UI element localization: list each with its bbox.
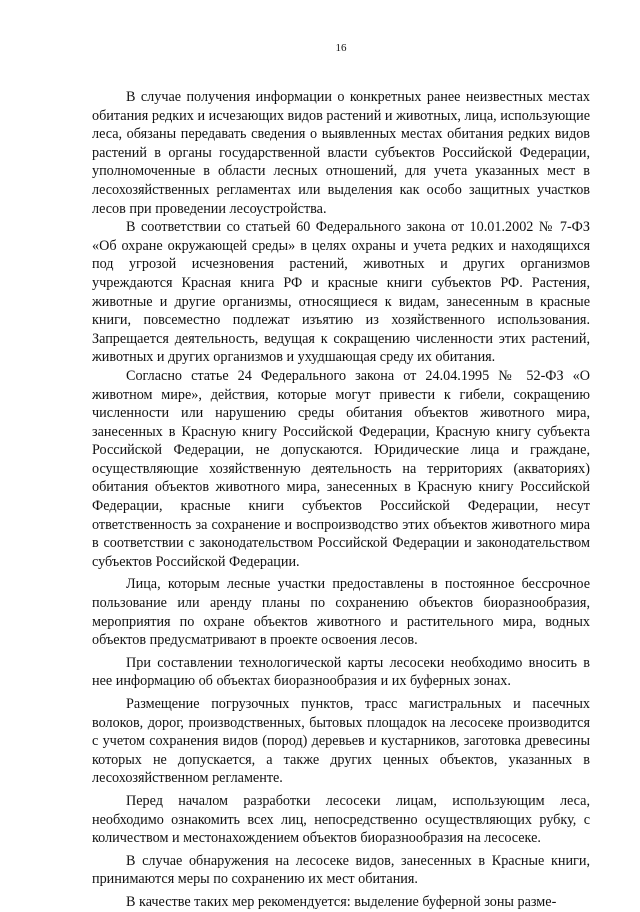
paragraph: В качестве таких мер рекомендуется: выделение буферной зоны разме- [126, 893, 557, 910]
paragraph: Размещение погрузочных пунктов, трасс магистральных и пасечных волоков, дорог, производственных, бытовых площадок на лесосеке производится с учетом сохранения видов (пород) деревьев и кустарников, заготовка древесины которых не допускается, а также других ценных объектов, указанных в лесохозяйственном регламенте. [92, 696, 590, 787]
document-body [92, 88, 590, 912]
paragraph: Перед началом разработки лесосеки лицам, использующим леса, необходимо ознакомить всех лиц, непосредственно осуществляющих рубку, с количеством и местонахождением объектов биоразнообразия на лесосеке. [92, 792, 590, 847]
paragraph: В случае обнаружения на лесосеке видов, занесенных в Красные книги, принимаются меры по сохранению их мест обитания. [92, 852, 590, 888]
paragraph: В случае получения информации о конкретных ранее неизвестных местах обитания редких и исчезающих видов растений и животных, лица, использующие леса, обязаны передавать сведения о выявленных местах обитания редких видов растений в органы государственной власти субъектов Российской Федерации, уполномоченные в области лесных отношений, для учета указанных мест в лесохозяйственных регламентах или выделения как особо защитных участков лесов при проведении лесоустройства. [92, 89, 590, 217]
paragraph: Лица, которым лесные участки предоставлены в постоянное бессрочное пользование или аренду планы по сохранению объектов биоразнообразия, мероприятия по охране объектов животного и растительного мира, водных объектов предусматривают в проекте освоения лесов. [92, 576, 590, 649]
paragraph: Согласно статье 24 Федерального закона от 24.04.1995 № 52-ФЗ «О животном мире», действия, которые могут привести к гибели, сокращению численности или нарушению среды обитания объектов животного мира, занесенных в Красную книгу Российской Федерации, Красную книгу субъекта Российской Федерации, не допускаются. Юридические лица и граждане, осуществляющие хозяйственную деятельность на территориях (акваториях) обитания объектов животного мира, занесенных в Красную книгу Российской Федерации, красные книги субъектов Российской Федерации, несут ответственность за сохранение и воспроизводство этих объектов животного мира в соответствии с законодательством Российской Федерации и законодательством субъектов Российской Федерации. [92, 367, 590, 570]
paragraph: При составлении технологической карты лесосеки необходимо вносить в нее информацию об объектах биоразнообразия и их буферных зонах. [92, 654, 590, 690]
paragraph: В соответствии со статьей 60 Федерального закона от 10.01.2002 № 7-ФЗ «Об охране окружающей среды» в целях охраны и учета редких и находящихся под угрозой исчезновения растений, животных и других организмов учреждаются Красная книга РФ и красные книги субъектов РФ. Растения, животные и другие организмы, относящиеся к видам, занесенным в красные книги, повсеместно подлежат изъятию из хозяйственного использования. Запрещается деятельность, ведущая к сокращению численности этих растений, животных и других организмов и ухудшающая среду их обитания. [92, 219, 590, 366]
page-number: 16 [335, 42, 347, 54]
